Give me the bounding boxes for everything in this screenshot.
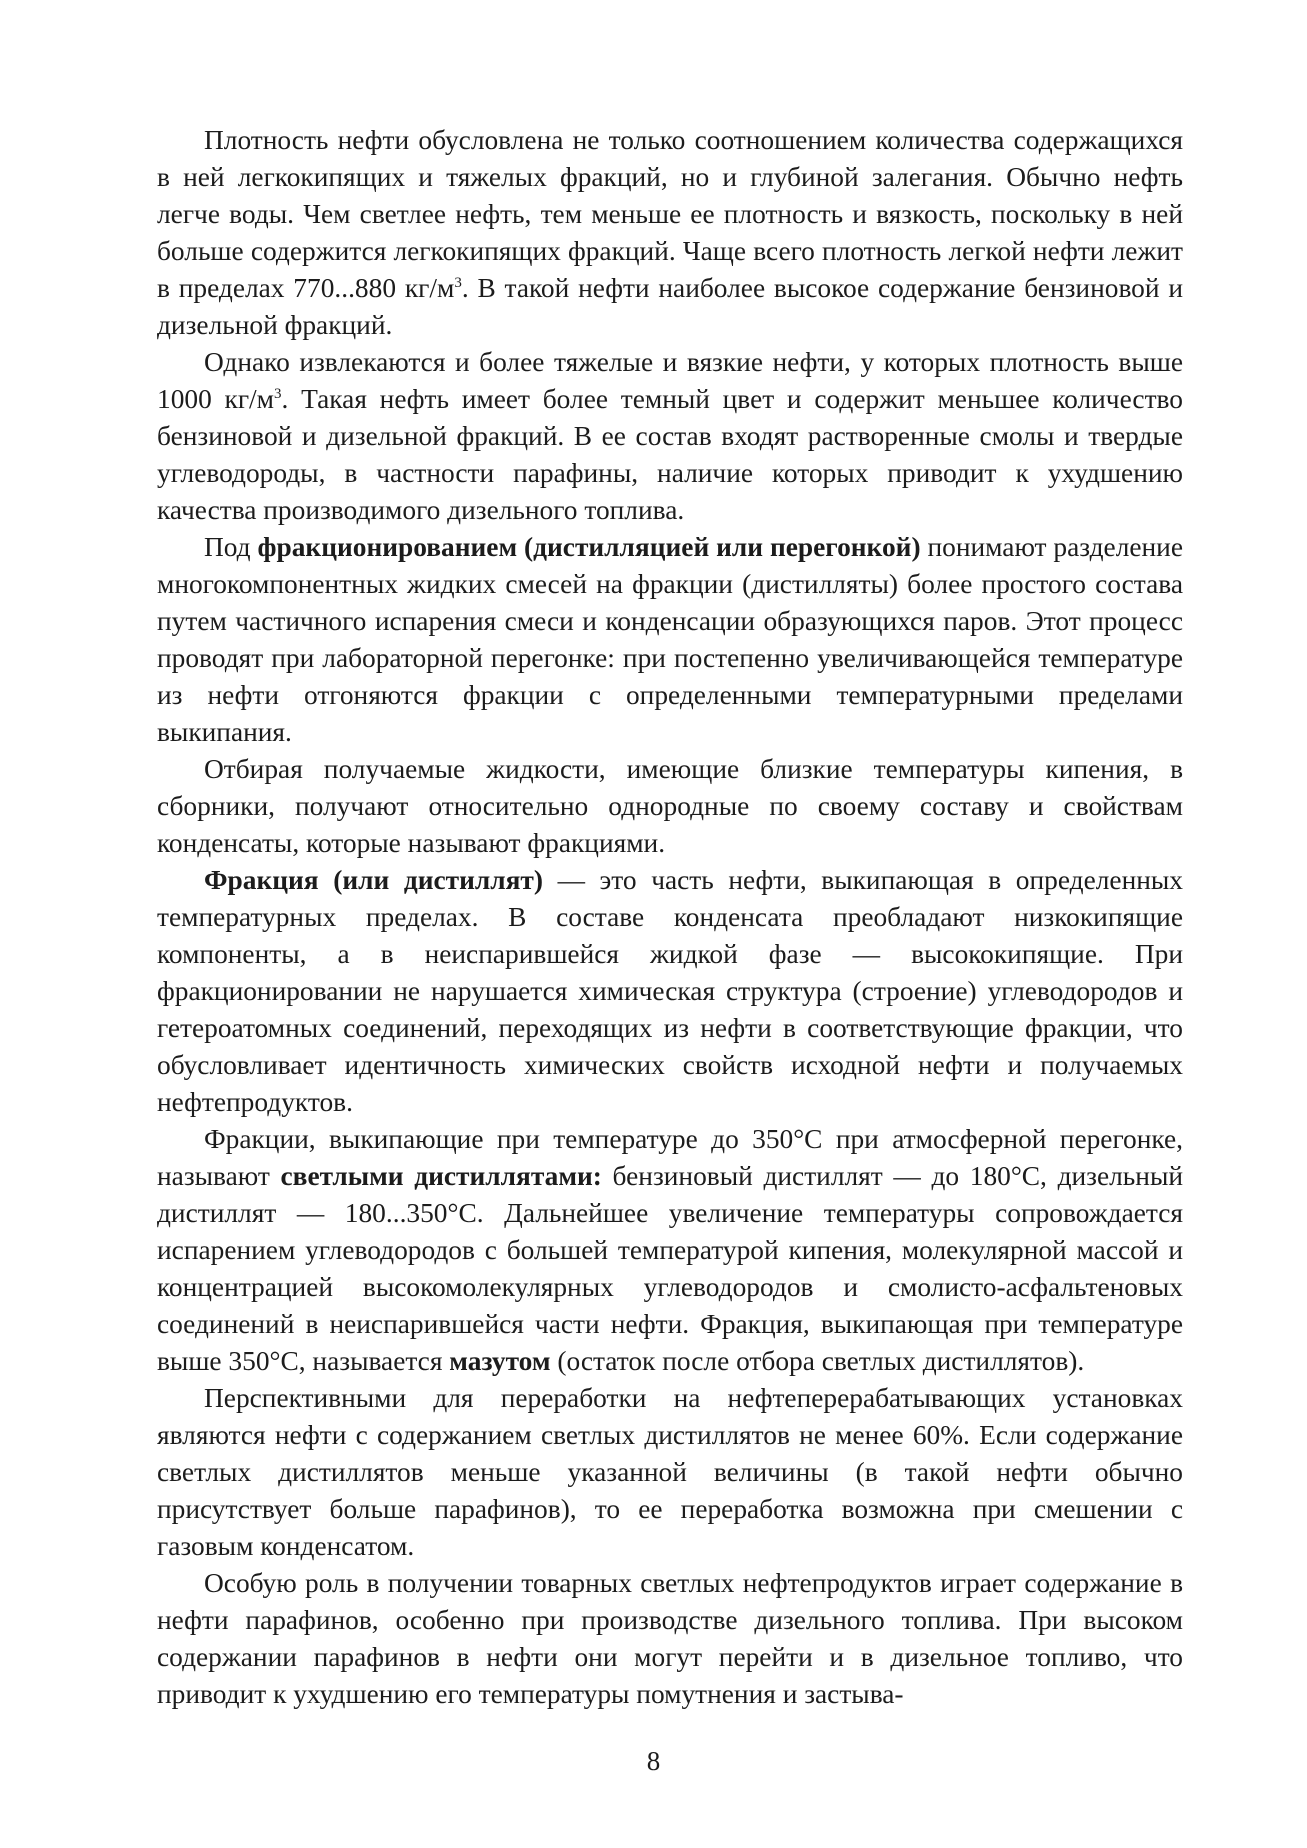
page-number: 8 <box>646 1746 661 1776</box>
text-run: Однако извлекаются и более тяжелые и вязкие нефти, у которых плотность выше 1000 кг/м <box>157 347 1183 414</box>
paragraph-collecting-liquids <box>157 751 1183 862</box>
paragraph-fraction-definition <box>157 862 1183 1121</box>
text-run: Плотность нефти обусловлена не только соотношением количества содержащихся в ней легкокипящих и тяжелых фракций, но и глубиной залегания. Обычно нефть легче воды. Чем светлее нефть, тем меньше ее плотность и вязкость, поскольку в ней больше содержится легкокипящих фракций. Чаще всего плотность легкой нефти лежит в пределах 770...880 кг/м <box>157 125 1183 303</box>
text-run: (остаток после отбора светлых дистиллятов). <box>550 1346 1085 1376</box>
paragraph-heavy-oils <box>157 344 1183 529</box>
paragraph-oil-density <box>157 122 1183 344</box>
text-run: . Такая нефть имеет более темный цвет и содержит меньшее количество бензиновой и дизельной фракций. В ее состав входят растворенные смолы и твердые углеводороды, в частности парафины, наличие которых приводит к ухудшению качества производимого дизельного топлива. <box>157 384 1183 525</box>
text-run: . В такой нефти наиболее высокое содержание бензиновой и дизельной фракций. <box>157 273 1183 340</box>
superscript: 3 <box>454 275 462 291</box>
page-body <box>157 122 1183 1713</box>
bold-term: мазутом <box>449 1346 551 1376</box>
bold-term: фракционированием (дистилляцией или перегонкой) <box>257 532 921 562</box>
text-run: Отбирая получаемые жидкости, имеющие близкие температуры кипения, в сборники, получают относительно однородные по своему составу и свойствам конденсаты, которые называют фракциями. <box>157 754 1183 858</box>
paragraph-promising-oils <box>157 1380 1183 1565</box>
paragraph-fractionation-definition <box>157 529 1183 751</box>
text-run: Особую роль в получении товарных светлых нефтепродуктов играет содержание в нефти парафинов, особенно при производстве дизельного топлива. При высоком содержании парафинов в нефти они могут перейти и в дизельное топливо, что приводит к ухудшению его температуры помутнения и застыва- <box>157 1568 1183 1709</box>
bold-term: светлыми дистиллятами: <box>280 1161 602 1191</box>
bold-term: Фракция (или дистиллят) <box>204 865 543 895</box>
text-run: Под <box>204 532 258 562</box>
text-run: Перспективными для переработки на нефтеперерабатывающих установках являются нефти с содержанием светлых дистиллятов не менее 60%. Если содержание светлых дистиллятов меньше указанной величины (в такой нефти обычно присутствует больше парафинов), то ее переработка возможна при смешении с газовым конденсатом. <box>157 1383 1183 1561</box>
paragraph-light-distillates <box>157 1121 1183 1380</box>
text-block <box>157 122 1183 1713</box>
text-run: бензиновый дистиллят — до 180°С, дизельный дистиллят — 180...350°С. Дальнейшее увеличение температуры сопровождается испарением углеводородов с большей температурой кипения, молекулярной массой и концентрацией высокомолекулярных углеводородов и смолисто-асфальтеновых соединений в неиспарившейся части нефти. Фракция, выкипающая при температуре выше 350°С, называется <box>157 1161 1184 1376</box>
text-run: понимают разделение многокомпонентных жидких смесей на фракции (дистилляты) более простого состава путем частичного испарения смеси и конденсации образующихся паров. Этот процесс проводят при лабораторной перегонке: при постепенно увеличивающейся температуре из нефти отгоняются фракции с определенными температурными пределами выкипания. <box>157 532 1183 747</box>
text-run: — это часть нефти, выкипающая в определенных температурных пределах. В составе конденсата преобладают низкокипящие компоненты, а в неиспарившейся жидкой фазе — высококипящие. При фракционировании не нарушается химическая структура (строение) углеводородов и гетероатомных соединений, переходящих из нефти в соответствующие фракции, что обусловливает идентичность химических свойств исходной нефти и получаемых нефтепродуктов. <box>157 865 1183 1117</box>
superscript: 3 <box>274 386 282 402</box>
text-run: Фракции, выкипающие при температуре до 350°С при атмосферной перегонке, называют <box>157 1124 1183 1191</box>
paragraph-paraffins-role <box>157 1565 1183 1713</box>
